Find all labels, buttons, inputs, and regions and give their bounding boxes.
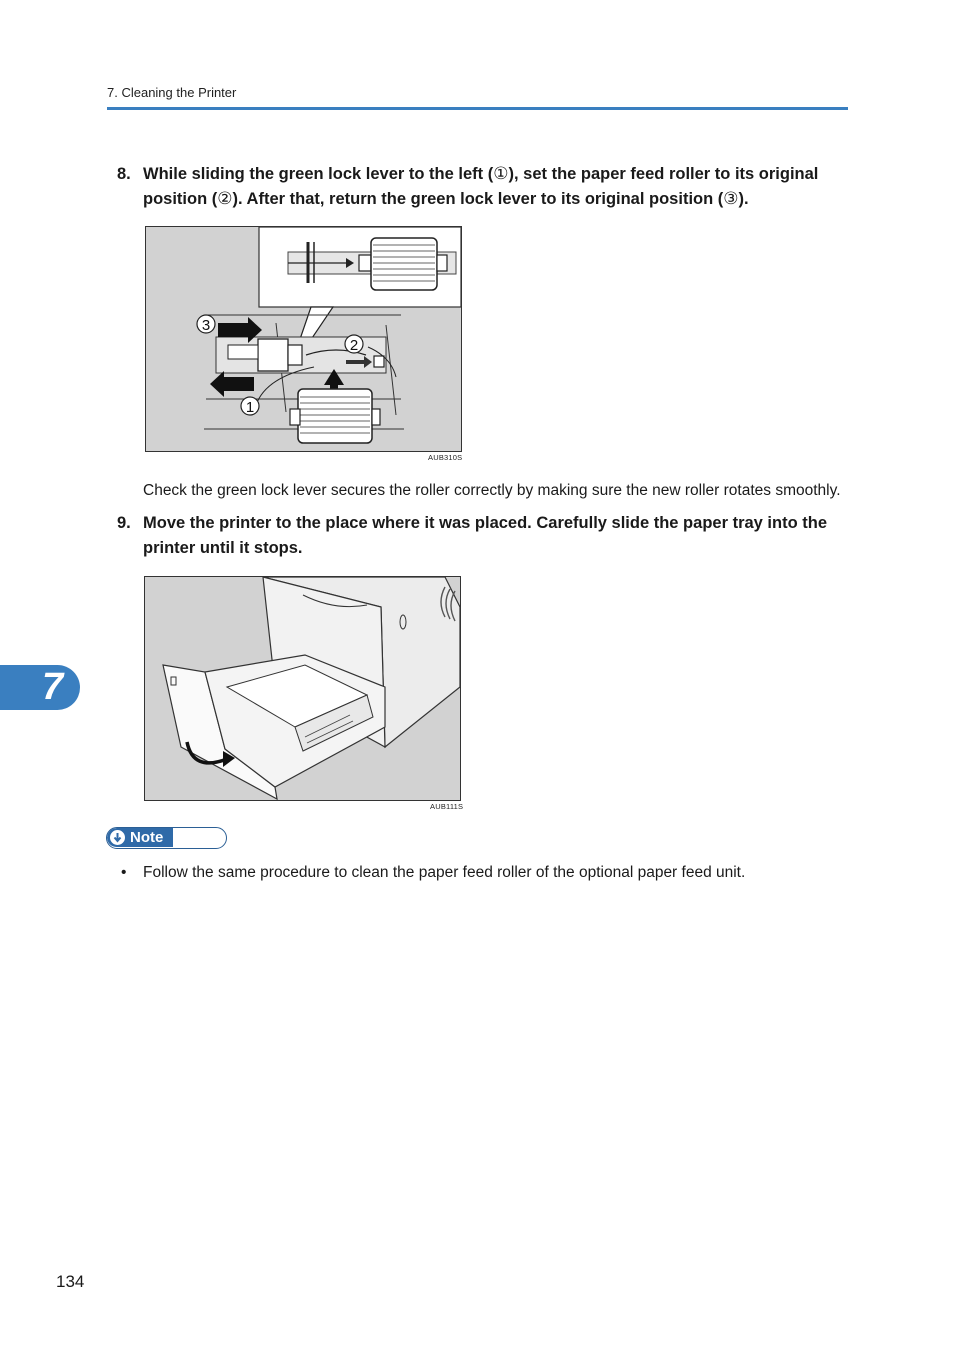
note-badge — [106, 827, 227, 849]
step-8 — [117, 162, 837, 211]
step-number: 8. — [117, 165, 131, 183]
step-text: Move the printer to the place where it was placed. Carefully slide the paper tray into the printer until it stops. — [143, 514, 828, 557]
chapter-number: 7 — [42, 666, 64, 708]
paper-tray-illustration — [145, 577, 460, 800]
figure-roller-install — [145, 226, 462, 452]
step-number: 9. — [117, 514, 131, 532]
circled-number: ③ — [723, 188, 739, 208]
note-item-text: Follow the same procedure to clean the paper feed roller of the optional paper feed unit. — [143, 864, 746, 881]
inset-roller — [371, 238, 437, 290]
step-text: While sliding the green lock lever to the left (①), set the paper feed roller to its original position (②). After that, return the green lock lever to its original position (③). — [143, 164, 819, 208]
callout-3: 3 — [201, 317, 211, 334]
running-head: 7. Cleaning the Printer — [107, 85, 237, 100]
down-arrow-icon — [110, 830, 125, 845]
roller-install-illustration — [146, 227, 461, 451]
step-9 — [117, 511, 837, 560]
bullet-marker: • — [121, 864, 127, 881]
callout-1: 1 — [245, 399, 255, 416]
circled-number: ① — [493, 164, 509, 183]
chapter-tab — [0, 665, 80, 710]
note-label: Note — [130, 829, 164, 846]
header-rule — [107, 107, 848, 110]
page-number: 134 — [56, 1272, 85, 1291]
check-text: Check the green lock lever secures the roller correctly by making sure the new roller rotates smoothly. — [143, 482, 841, 499]
figure-code: AUB111S — [430, 802, 464, 811]
callout-2: 2 — [349, 337, 359, 354]
figure-paper-tray — [144, 576, 461, 801]
circled-number: ② — [217, 188, 233, 208]
figure-code: AUB310S — [428, 453, 463, 462]
